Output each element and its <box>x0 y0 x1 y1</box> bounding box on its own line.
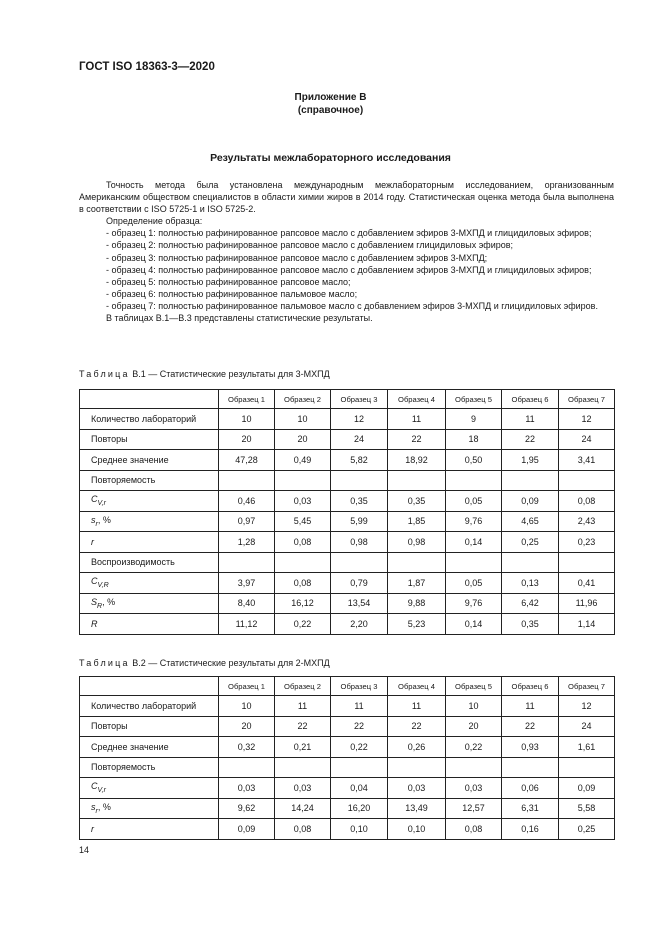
value-cell: 0,03 <box>275 491 331 512</box>
row-label <box>80 532 219 553</box>
value-cell: 0,05 <box>446 491 502 512</box>
value-cell <box>219 470 275 491</box>
table-row <box>80 593 615 614</box>
row-label: Количество лабораторий <box>80 696 219 717</box>
row-label <box>80 798 219 819</box>
value-cell: 22 <box>331 716 388 737</box>
value-cell: 0,35 <box>388 491 446 512</box>
row-label <box>80 573 219 594</box>
value-cell: 0,35 <box>502 614 559 635</box>
value-cell: 0,14 <box>446 532 502 553</box>
table-row <box>80 819 615 840</box>
value-cell: 12 <box>559 696 615 717</box>
table-caption-word: Таблица <box>79 658 130 668</box>
table-row <box>80 716 615 737</box>
value-cell: 22 <box>388 429 446 450</box>
value-cell: 0,13 <box>502 573 559 594</box>
symbol-subscript: V,r <box>97 787 106 795</box>
value-cell: 0,22 <box>275 614 331 635</box>
value-cell: 9,76 <box>446 511 502 532</box>
table-row <box>80 614 615 635</box>
value-cell: 18 <box>446 429 502 450</box>
value-cell: 1,87 <box>388 573 446 594</box>
table-header-row <box>80 677 615 696</box>
header-corner-cell <box>80 677 219 696</box>
value-cell: 0,08 <box>275 532 331 553</box>
table-caption <box>79 369 330 379</box>
column-header: Образец 3 <box>331 677 388 696</box>
value-cell: 0,08 <box>275 819 331 840</box>
value-cell: 20 <box>446 716 502 737</box>
header-corner-cell <box>80 390 219 409</box>
table-row <box>80 696 615 717</box>
value-cell: 0,06 <box>502 778 559 799</box>
value-cell <box>446 757 502 778</box>
value-cell <box>446 470 502 491</box>
symbol: C <box>91 494 98 505</box>
body-text <box>79 179 614 324</box>
value-cell <box>331 757 388 778</box>
value-cell: 16,20 <box>331 798 388 819</box>
value-cell: 0,08 <box>559 491 615 512</box>
value-cell: 11 <box>388 696 446 717</box>
value-cell: 1,85 <box>388 511 446 532</box>
value-cell: 0,03 <box>446 778 502 799</box>
value-cell: 0,26 <box>388 737 446 758</box>
column-header: Образец 1 <box>219 390 275 409</box>
value-cell: 0,10 <box>388 819 446 840</box>
value-cell: 10 <box>219 696 275 717</box>
value-cell: 0,09 <box>559 778 615 799</box>
value-cell <box>219 552 275 573</box>
column-header: Образец 7 <box>559 677 615 696</box>
symbol: s <box>91 514 96 525</box>
value-cell: 5,82 <box>331 450 388 471</box>
value-cell: 9,88 <box>388 593 446 614</box>
value-cell: 47,28 <box>219 450 275 471</box>
table-row <box>80 737 615 758</box>
value-cell: 24 <box>331 429 388 450</box>
table-caption-word: Таблица <box>79 369 130 379</box>
paragraph: - образец 3: полностью рафинированное рапсовое масло с добавлением эфиров 3-МХПД; <box>106 252 488 263</box>
value-cell: 0,08 <box>275 573 331 594</box>
value-cell: 14,24 <box>275 798 331 819</box>
statistics-table-2mcpd <box>79 676 615 840</box>
paragraph: Точность метода была установлена международным межлабораторным исследованием, организованным Американским обществом специалистов в области химии жиров в 2014 году. Статистическая оценка метода была выполнена в соответствии с ISO 5725-1 и ISO 5725-2. <box>79 180 614 215</box>
value-cell: 8,40 <box>219 593 275 614</box>
symbol: C <box>91 576 98 587</box>
value-cell <box>331 552 388 573</box>
table-row <box>80 573 615 594</box>
value-cell: 12 <box>559 409 615 430</box>
row-label <box>80 819 219 840</box>
symbol-unit: , % <box>97 514 111 525</box>
row-label: Повторяемость <box>80 470 219 491</box>
value-cell: 0,09 <box>219 819 275 840</box>
value-cell: 0,25 <box>502 532 559 553</box>
row-label: Повторы <box>80 716 219 737</box>
row-label: Среднее значение <box>80 450 219 471</box>
value-cell: 20 <box>275 429 331 450</box>
value-cell: 5,23 <box>388 614 446 635</box>
symbol-subscript: r <box>95 520 98 528</box>
column-header: Образец 6 <box>502 390 559 409</box>
table-row <box>80 778 615 799</box>
value-cell: 0,09 <box>502 491 559 512</box>
value-cell: 0,25 <box>559 819 615 840</box>
symbol: C <box>91 781 98 792</box>
value-cell: 13,49 <box>388 798 446 819</box>
value-cell: 12,57 <box>446 798 502 819</box>
value-cell: 0,04 <box>331 778 388 799</box>
value-cell: 10 <box>275 409 331 430</box>
value-cell: 2,43 <box>559 511 615 532</box>
row-label <box>80 491 219 512</box>
value-cell <box>446 552 502 573</box>
value-cell: 11 <box>331 696 388 717</box>
value-cell: 9,76 <box>446 593 502 614</box>
statistics-table-3mcpd <box>79 389 615 635</box>
column-header: Образец 4 <box>388 677 446 696</box>
value-cell <box>502 552 559 573</box>
value-cell: 0,03 <box>219 778 275 799</box>
column-header: Образец 4 <box>388 390 446 409</box>
table-caption-text: В.2 — Статистические результаты для 2-МХПД <box>129 658 330 668</box>
column-header: Образец 1 <box>219 677 275 696</box>
value-cell: 3,97 <box>219 573 275 594</box>
value-cell: 0,93 <box>502 737 559 758</box>
value-cell: 0,49 <box>275 450 331 471</box>
symbol-subscript: V,r <box>97 500 106 508</box>
value-cell: 5,45 <box>275 511 331 532</box>
value-cell: 0,41 <box>559 573 615 594</box>
value-cell <box>559 470 615 491</box>
document-header: ГОСТ ISO 18363-3—2020 <box>79 61 215 73</box>
table-row <box>80 532 615 553</box>
table-row <box>80 450 615 471</box>
value-cell: 0,98 <box>331 532 388 553</box>
value-cell <box>559 552 615 573</box>
value-cell: 9,62 <box>219 798 275 819</box>
symbol: r <box>91 823 94 834</box>
symbol-unit: , % <box>97 801 111 812</box>
row-label <box>80 593 219 614</box>
value-cell: 1,28 <box>219 532 275 553</box>
value-cell: 0,03 <box>388 778 446 799</box>
value-cell: 0,14 <box>446 614 502 635</box>
value-cell: 22 <box>388 716 446 737</box>
symbol-subscript: r <box>95 807 98 815</box>
row-label: Повторы <box>80 429 219 450</box>
value-cell: 20 <box>219 716 275 737</box>
symbol-subscript: V,R <box>97 582 109 590</box>
table-row <box>80 409 615 430</box>
value-cell: 0,05 <box>446 573 502 594</box>
symbol: s <box>91 801 96 812</box>
page-number: 14 <box>79 845 90 855</box>
table-caption-text: В.1 — Статистические результаты для 3-МХПД <box>129 369 330 379</box>
column-header: Образец 2 <box>275 677 331 696</box>
value-cell: 13,54 <box>331 593 388 614</box>
table-caption <box>79 658 330 668</box>
value-cell: 2,20 <box>331 614 388 635</box>
value-cell: 11 <box>502 409 559 430</box>
table-row <box>80 491 615 512</box>
symbol-subscript: R <box>97 602 103 610</box>
table-row <box>80 511 615 532</box>
value-cell: 10 <box>446 696 502 717</box>
table-row <box>80 757 615 778</box>
value-cell: 16,12 <box>275 593 331 614</box>
column-header: Образец 5 <box>446 677 502 696</box>
symbol-unit: , % <box>102 596 116 607</box>
column-header: Образец 5 <box>446 390 502 409</box>
value-cell <box>219 757 275 778</box>
value-cell: 0,50 <box>446 450 502 471</box>
value-cell: 0,10 <box>331 819 388 840</box>
paragraph: - образец 2: полностью рафинированное рапсовое масло с добавлением глицидиловых эфиров; <box>106 240 514 251</box>
value-cell: 1,95 <box>502 450 559 471</box>
paragraph: В таблицах В.1—В.3 представлены статистические результаты. <box>106 313 373 324</box>
value-cell: 0,22 <box>446 737 502 758</box>
table-header-row <box>80 390 615 409</box>
column-header: Образец 2 <box>275 390 331 409</box>
paragraph: Определение образца: <box>106 216 203 227</box>
value-cell: 9 <box>446 409 502 430</box>
value-cell: 4,65 <box>502 511 559 532</box>
row-label: Среднее значение <box>80 737 219 758</box>
value-cell <box>275 552 331 573</box>
value-cell: 6,42 <box>502 593 559 614</box>
value-cell: 0,32 <box>219 737 275 758</box>
value-cell: 11,12 <box>219 614 275 635</box>
row-label: Воспроизводимость <box>80 552 219 573</box>
value-cell: 22 <box>502 429 559 450</box>
value-cell <box>559 757 615 778</box>
symbol: R <box>91 618 98 629</box>
value-cell: 0,03 <box>275 778 331 799</box>
value-cell <box>388 757 446 778</box>
value-cell: 22 <box>502 716 559 737</box>
column-header: Образец 7 <box>559 390 615 409</box>
value-cell: 0,22 <box>331 737 388 758</box>
value-cell: 20 <box>219 429 275 450</box>
value-cell: 10 <box>219 409 275 430</box>
value-cell <box>331 470 388 491</box>
value-cell: 0,79 <box>331 573 388 594</box>
paragraph: - образец 5: полностью рафинированное рапсовое масло; <box>106 276 351 287</box>
value-cell: 24 <box>559 429 615 450</box>
symbol: S <box>91 596 98 607</box>
column-header: Образец 3 <box>331 390 388 409</box>
row-label <box>80 778 219 799</box>
value-cell: 22 <box>275 716 331 737</box>
value-cell <box>275 757 331 778</box>
value-cell: 3,41 <box>559 450 615 471</box>
annex-subtitle: (справочное) <box>297 105 364 116</box>
paragraph: - образец 7: полностью рафинированное пальмовое масло с добавлением эфиров 3-МХПД и глицидиловых эфиров. <box>106 300 598 311</box>
table-row <box>80 798 615 819</box>
value-cell <box>388 552 446 573</box>
value-cell: 24 <box>559 716 615 737</box>
value-cell: 1,14 <box>559 614 615 635</box>
row-label <box>80 511 219 532</box>
value-cell: 0,97 <box>219 511 275 532</box>
value-cell: 5,58 <box>559 798 615 819</box>
value-cell: 0,98 <box>388 532 446 553</box>
value-cell: 11 <box>275 696 331 717</box>
value-cell <box>502 757 559 778</box>
value-cell: 0,46 <box>219 491 275 512</box>
value-cell: 1,61 <box>559 737 615 758</box>
symbol: r <box>91 536 94 547</box>
value-cell: 11 <box>502 696 559 717</box>
value-cell: 0,16 <box>502 819 559 840</box>
value-cell: 5,99 <box>331 511 388 532</box>
row-label: Количество лабораторий <box>80 409 219 430</box>
row-label: Повторяемость <box>80 757 219 778</box>
section-title: Результаты межлабораторного исследования <box>210 152 451 164</box>
row-label <box>80 614 219 635</box>
value-cell: 18,92 <box>388 450 446 471</box>
value-cell: 0,23 <box>559 532 615 553</box>
paragraph: - образец 1: полностью рафинированное рапсовое масло с добавлением эфиров 3-МХПД и глицидиловых эфиров; <box>106 228 592 239</box>
table-row <box>80 429 615 450</box>
value-cell: 11 <box>388 409 446 430</box>
table-row <box>80 470 615 491</box>
value-cell: 11,96 <box>559 593 615 614</box>
paragraph: - образец 6: полностью рафинированное пальмовое масло; <box>106 288 358 299</box>
value-cell: 0,35 <box>331 491 388 512</box>
column-header: Образец 6 <box>502 677 559 696</box>
value-cell: 12 <box>331 409 388 430</box>
value-cell <box>502 470 559 491</box>
value-cell: 0,08 <box>446 819 502 840</box>
value-cell: 6,31 <box>502 798 559 819</box>
paragraph: - образец 4: полностью рафинированное рапсовое масло с добавлением эфиров 3-МХПД и глицидиловых эфиров; <box>106 264 592 275</box>
table-row <box>80 552 615 573</box>
annex-title: Приложение В <box>294 92 367 103</box>
value-cell: 0,21 <box>275 737 331 758</box>
value-cell <box>388 470 446 491</box>
value-cell <box>275 470 331 491</box>
